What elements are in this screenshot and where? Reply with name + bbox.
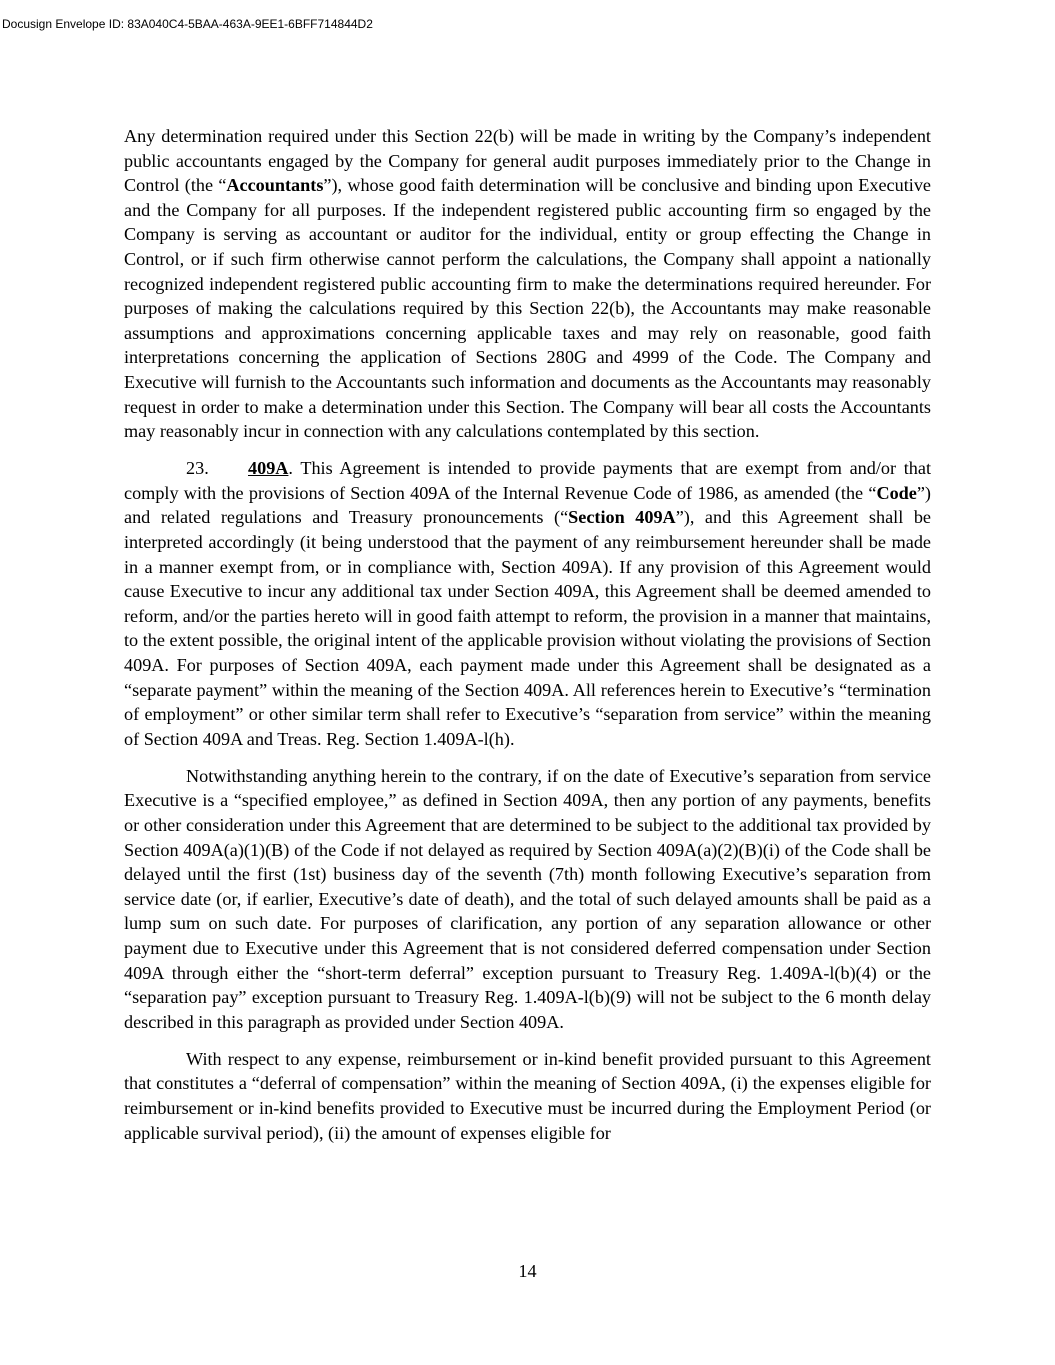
page-number: 14 (518, 1261, 537, 1281)
section-number: 23. (186, 458, 209, 479)
section-23-paragraph (124, 456, 931, 751)
text-segment: ”), whose good faith determination will be conclusive and binding upon Executive and the Company for all purposes. If the independent registered public accounting firm so engaged by the Company is serving as accountant or auditor for the individual, entity or group effecting the Change in Control, or if such firm otherwise cannot perform the calculations, the Company shall appoint a nationally recognized independent registered public accounting firm to make the determinations required hereunder. For purposes of making the calculations required by this Section 22(b), the Accountants may make reasonable assumptions and approximations concerning applicable taxes and may rely on reasonable, good faith interpretations concerning the application of Sections 280G and 4999 of the Code. The Company and Executive will furnish to the Accountants such information and documents as the Accountants may reasonably request in order to make a determination under this Section. The Company will bear all costs the Accountants may reasonably incur in connection with any calculations contemplated by this section. (124, 175, 931, 442)
defined-term-accountants: Accountants (226, 175, 324, 196)
text-segment: Any determination required under this Section 22(b) will be made in writing by the Company’s independent public accountants engaged by the Company for general audit purposes immediately prior to the Change in Control (the “ (124, 126, 931, 196)
paragraph-accountants (124, 124, 931, 444)
document-body (124, 124, 931, 1158)
section-heading: 409A (248, 458, 289, 479)
defined-term-code: Code (876, 482, 917, 503)
docusign-envelope-id: Docusign Envelope ID: 83A040C4-5BAA-463A-9EE1-6BFF714844D2 (2, 17, 373, 31)
text-segment: ”), and this Agreement shall be interpreted accordingly (it being understood that the payment of any reimbursement hereunder shall be made in a manner exempt from, or in compliance with, Section 409A). If any provision of this Agreement would cause Executive to incur any additional tax under Section 409A, this Agreement shall be deemed amended to reform, and/or the parties hereto will in good faith attempt to reform, the provision in a manner that maintains, to the extent possible, the original intent of the applicable provision without violating the provisions of Section 409A. For purposes of Section 409A, each payment made under this Agreement shall be designated as a “separate payment” within the meaning of the Section 409A. All references herein to Executive’s “termination of employment” or other similar term shall refer to Executive’s “separation from service” within the meaning of Section 409A and Treas. Reg. Section 1.409A-l(h). (124, 507, 931, 749)
paragraph-specified-employee: Notwithstanding anything herein to the contrary, if on the date of Executive’s separation from service Executive is a “specified employee,” as defined in Section 409A, then any portion of any payments, benefits or other consideration under this Agreement that are determined to be subject to the additional tax provided by Section 409A(a)(1)(B) of the Code if not delayed as required by Section 409A(a)(2)(B)(i) of the Code shall be delayed until the first (1st) business day of the seventh (7th) month following Executive’s separation from service date (or, if earlier, Executive’s date of death), and the total of such delayed amounts shall be paid as a lump sum on such date. For purposes of clarification, any portion of any separation allowance or other payment due to Executive under this Agreement that is not considered deferred compensation under Section 409A through either the “short-term deferral” exception pursuant to Treasury Reg. 1.409A-l(b)(4) or the “separation pay” exception pursuant to Treasury Reg. 1.409A-l(b)(9) will not be subject to the 6 month delay described in this paragraph as provided under Section 409A. (124, 765, 931, 1032)
defined-term-section-409a: Section 409A (568, 507, 676, 528)
text-segment: ”) and related regulations and Treasury pronouncements (“ (124, 482, 931, 528)
text-segment: . This Agreement is intended to provide payments that are exempt from and/or that comply with the provisions of Section 409A of the Internal Revenue Code of 1986, as amended (the “ (124, 458, 931, 503)
paragraph-reimbursement: With respect to any expense, reimbursement or in-kind benefit provided pursuant to this Agreement that constitutes a “deferral of compensation” within the meaning of Section 409A, (i) the expenses eligible for reimbursement or in-kind benefits provided to Executive must be incurred during the Employment Period (or applicable survival period), (ii) the amount of expenses eligible for (124, 1048, 931, 1143)
